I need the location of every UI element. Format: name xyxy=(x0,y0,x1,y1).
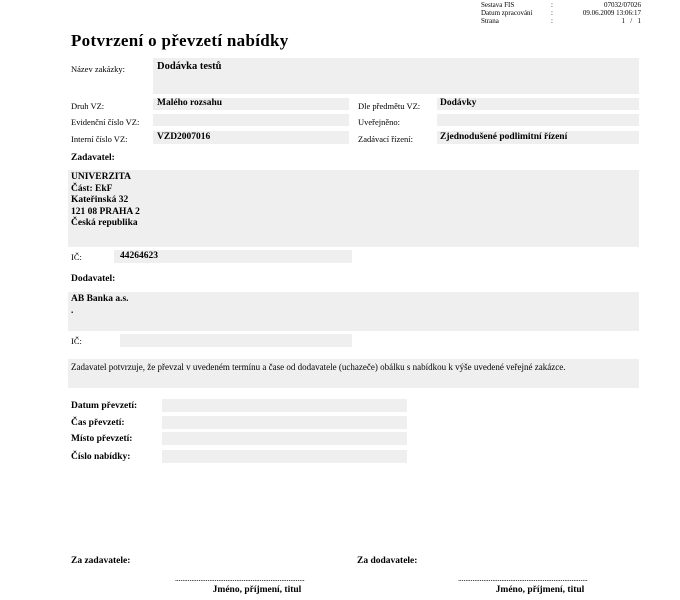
colon: : xyxy=(551,17,553,25)
procedure-label: Zadávací řízení: xyxy=(358,134,413,144)
supplier-address-box xyxy=(68,292,639,331)
contract-type-value: Malého rozsahu xyxy=(157,98,223,108)
authority-signature-label: Za zadavatele: xyxy=(71,556,131,566)
statement-box xyxy=(68,359,639,388)
supplier-heading: Dodavatel: xyxy=(71,274,116,284)
receipt-place-label: Místo převzetí: xyxy=(71,434,133,444)
contract-name-label: Název zakázky: xyxy=(71,64,126,74)
authority-ic-value: 44264623 xyxy=(120,251,158,261)
internal-number-label: Interní číslo VZ: xyxy=(71,134,128,144)
evidence-number-box xyxy=(153,114,349,126)
address-line: Česká republika xyxy=(71,218,138,228)
supplier-ic-label: IČ: xyxy=(71,336,82,346)
authority-heading: Zadavatel: xyxy=(71,153,115,163)
report-label: Sestava FIS xyxy=(481,1,515,9)
page-label: Strana xyxy=(481,17,499,25)
receipt-date-label: Datum převzetí: xyxy=(71,401,138,411)
supplier-signature-label: Za dodavatele: xyxy=(357,556,418,566)
processed-value: 09.06.2009 13:06:17 xyxy=(582,9,641,17)
address-line: 121 08 PRAHA 2 xyxy=(71,206,140,217)
report-header xyxy=(481,1,641,25)
internal-number-value: VZD2007016 xyxy=(157,132,211,142)
supplier-name-caption: Jméno, příjmení, titul xyxy=(495,585,585,595)
procedure-value: Zjednodušené podlimitní řízení xyxy=(440,132,568,142)
receipt-time-field xyxy=(162,416,407,429)
report-value: 07032/07026 xyxy=(604,1,641,9)
supplier-signature-line: ........................................................................ xyxy=(458,574,588,583)
page-title: Potvrzení o převzetí nabídky xyxy=(71,31,289,50)
address-line: UNIVERZITA xyxy=(71,172,132,182)
contract-type-label: Druh VZ: xyxy=(71,101,105,111)
statement-text: Zadavatel potvrzuje, že převzal v uvedeném termínu a čase od dodavatele (uchazeče) obálku s nabídkou k výše uvedené veřejné zakázce. xyxy=(71,362,566,372)
supplier-address xyxy=(71,294,129,317)
contract-name-value: Dodávka testů xyxy=(157,61,222,72)
receipt-place-field xyxy=(162,432,407,445)
procedure-box xyxy=(437,131,639,144)
internal-number-box xyxy=(153,131,349,144)
offer-number-label: Číslo nabídky: xyxy=(71,452,131,462)
receipt-date-field xyxy=(162,399,407,412)
subject-box xyxy=(437,98,639,110)
subject-label: Dle předmětu VZ: xyxy=(358,101,421,111)
supplier-ic-box xyxy=(120,334,352,347)
colon: : xyxy=(551,1,553,9)
published-box xyxy=(437,114,639,126)
subject-value: Dodávky xyxy=(440,98,477,108)
address-line: AB Banka a.s. xyxy=(71,294,129,304)
address-line: Kateřinská 32 xyxy=(71,195,129,205)
authority-address xyxy=(71,172,140,230)
authority-ic-box xyxy=(114,250,352,263)
authority-ic-label: IČ: xyxy=(71,252,82,262)
evidence-number-label: Evidenční číslo VZ: xyxy=(71,117,140,127)
receipt-time-label: Čas převzetí: xyxy=(71,418,125,428)
authority-address-box xyxy=(68,170,639,247)
page-value: 1 / 1 xyxy=(621,17,641,25)
authority-signature-line: ........................................................................ xyxy=(175,574,305,583)
contract-name-box xyxy=(153,58,639,94)
address-line: . xyxy=(71,305,74,316)
address-line: Část: EkF xyxy=(71,183,113,194)
offer-number-field xyxy=(162,450,407,463)
colon: : xyxy=(551,9,553,17)
contract-type-box xyxy=(153,98,349,110)
published-label: Uveřejněno: xyxy=(358,117,401,127)
authority-name-caption: Jméno, příjmení, titul xyxy=(212,585,302,595)
processed-label: Datum zpracování xyxy=(481,9,533,17)
